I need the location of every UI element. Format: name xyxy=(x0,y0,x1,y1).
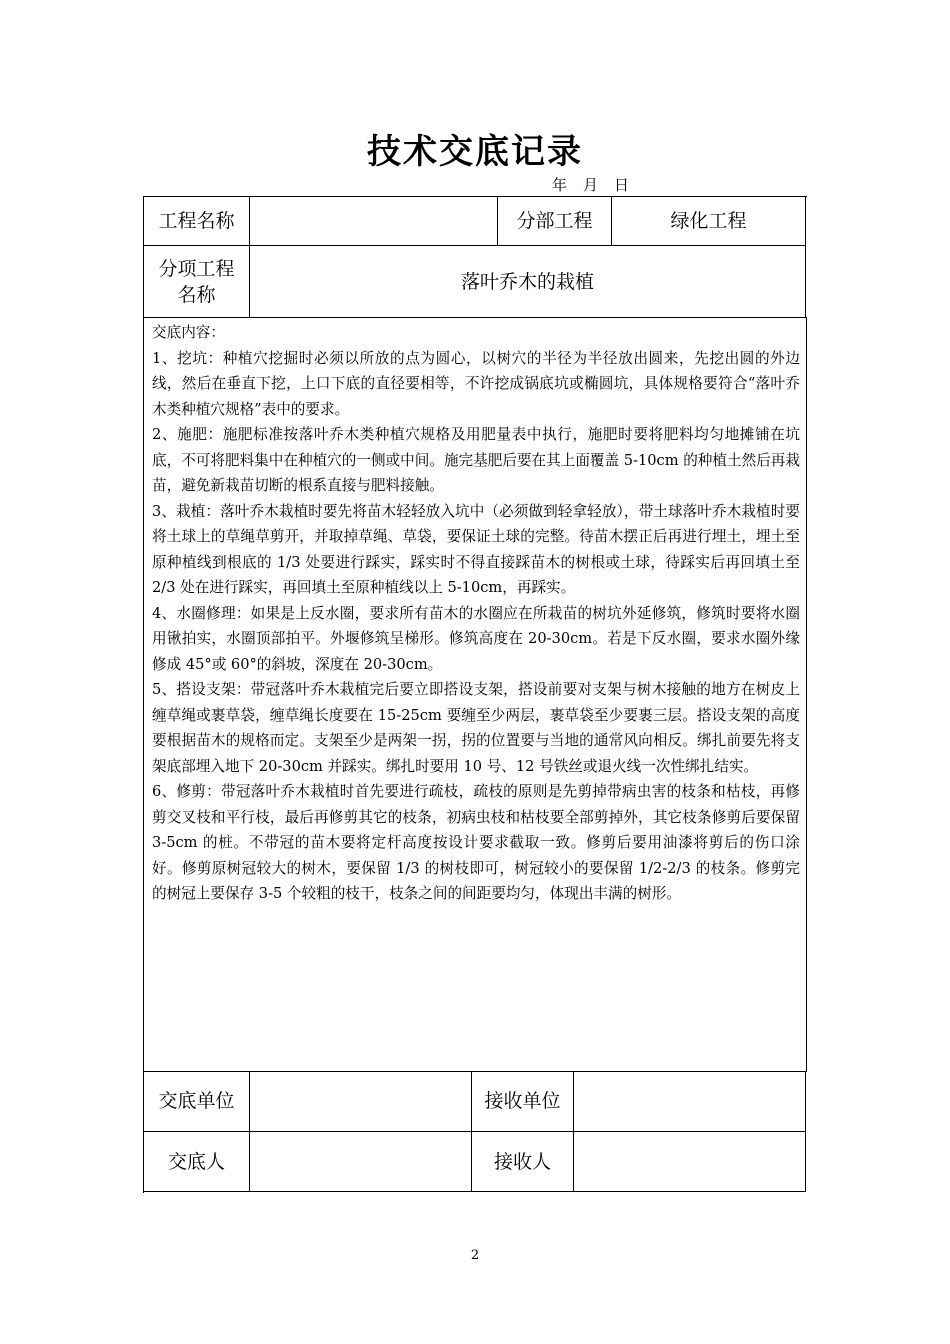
subitem-value[interactable]: 落叶乔木的栽植 xyxy=(250,246,806,318)
content-paragraph-5: 5、搭设支架：带冠落叶乔木栽植完后要立即搭设支架，搭设前要对支架与树木接触的地方在树皮上缠草绳或裹草袋，缠草绳长度要在 15-25cm 要缠至少两层，裹草袋至少要裹三层。搭设支架的高度要根据苗木的规格而定。支架至少是两架一拐，拐的位置要与当地的通常风向相反。绑扎前要先将支架底部埋入地下 20-30cm 并踩实。绑扎时要用 10 号、12 号铁丝或退火线一次性绑扎结实。 xyxy=(152,681,800,775)
date-year: 年 xyxy=(552,176,570,194)
project-name-value[interactable] xyxy=(250,197,498,246)
date-month: 月 xyxy=(583,176,601,194)
content-heading: 交底内容： xyxy=(152,324,225,341)
handover-unit-value[interactable] xyxy=(250,1071,472,1132)
date-day: 日 xyxy=(614,176,632,194)
division-label: 分部工程 xyxy=(498,197,612,246)
date-line xyxy=(552,174,645,195)
handover-person-label: 交底人 xyxy=(144,1132,250,1192)
content-paragraph-6: 6、修剪：带冠落叶乔木栽植时首先要进行疏枝，疏枝的原则是先剪掉带病虫害的枝条和枯枝，再修剪交叉枝和平行枝，最后再修剪其它的枝条，初病虫枝和枯枝要全部剪掉外，其它枝条修剪后要保留 3-5cm 的桩。不带冠的苗木要将定杆高度按设计要求截取一致。修剪后要用油漆将剪后的伤口涂好。修剪原树冠较大的树木，要保留 1/3 的树枝即可，树冠较小的要保留 1/2-2/3 的枝条。修剪完的树冠上要保存 3-5 个较粗的枝干，枝条之间的间距要均匀，体现出丰满的树形。 xyxy=(152,783,800,902)
signature-table xyxy=(143,1071,807,1193)
handover-unit-label: 交底单位 xyxy=(144,1071,250,1132)
handover-person-value[interactable] xyxy=(250,1132,472,1192)
receiver-value[interactable] xyxy=(574,1132,806,1192)
content-paragraph-3: 3、栽植：落叶乔木栽植时要先将苗木轻轻放入坑中（必须做到轻拿轻放），带土球落叶乔木栽植时要将土球上的草绳草剪开，并取掉草绳、草袋，要保证土球的完整。待苗木摆正后再进行埋土，埋土至原种植线到根底的 1/3 处要进行踩实，踩实时不得直接踩苗木的树根或土球，待踩实后再回填土至 2/3 处在进行踩实，再回填土至原种植线以上 5-10cm，再踩实。 xyxy=(152,502,800,596)
page-number: 2 xyxy=(470,1248,480,1263)
handover-content xyxy=(143,317,807,1072)
content-paragraph-4: 4、水圈修理：如果是上反水圈，要求所有苗木的水圈应在所栽苗的树坑外延修筑，修筑时要将水圈用锹拍实，水圈顶部拍平。外堰修筑呈梯形。修筑高度在 20-30cm。若是下反水圈，要求水圈外缘修成 45°或 60°的斜坡，深度在 20-30cm。 xyxy=(152,604,800,673)
receiving-unit-value[interactable] xyxy=(574,1071,806,1132)
receiver-label: 接收人 xyxy=(472,1132,574,1192)
project-name-label: 工程名称 xyxy=(144,197,250,246)
division-value[interactable]: 绿化工程 xyxy=(612,197,806,246)
subitem-label: 分项工程名称 xyxy=(144,246,250,318)
header-table xyxy=(143,196,807,318)
content-paragraph-1: 1、挖坑：种植穴挖掘时必须以所放的点为圆心，以树穴的半径为半径放出圆来，先挖出圆的外边线，然后在垂直下挖，上口下底的直径要相等，不许挖成锅底坑或椭圆坑，具体规格要符合“落叶乔木类种植穴规格”表中的要求。 xyxy=(152,349,800,418)
content-paragraph-2: 2、施肥：施肥标准按落叶乔木类种植穴规格及用肥量表中执行，施肥时要将肥料均匀地摊铺在坑底，不可将肥料集中在种植穴的一侧或中间。施完基肥后要在其上面覆盖 5-10cm 的种植土然后再栽苗，避免新栽苗切断的根系直接与肥料接触。 xyxy=(152,426,800,494)
receiving-unit-label: 接收单位 xyxy=(472,1071,574,1132)
page-title: 技术交底记录 xyxy=(367,132,583,172)
